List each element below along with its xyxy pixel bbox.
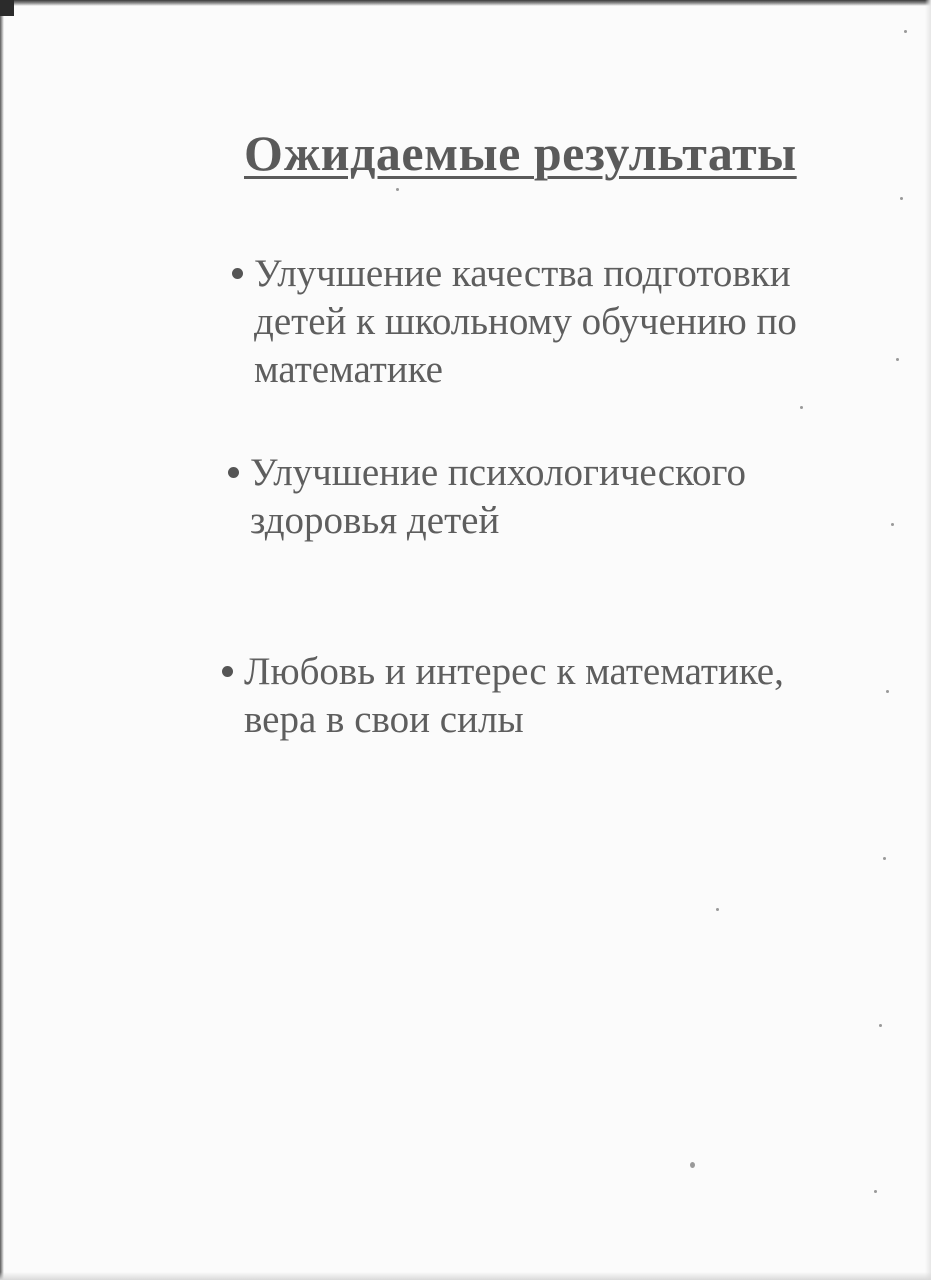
- scan-speck: [690, 1162, 695, 1168]
- list-item: [228, 449, 868, 545]
- scan-speck: [716, 908, 719, 911]
- bullet-icon: [228, 467, 239, 478]
- scan-speck: [904, 30, 907, 33]
- scan-speck: [886, 690, 889, 693]
- scan-speck: [800, 406, 803, 409]
- scan-speck: [396, 188, 399, 191]
- scan-speck: [879, 1024, 882, 1027]
- scan-corner-mark: [0, 0, 14, 16]
- scan-speck: [883, 857, 886, 860]
- list-item-text: Улучшение психологического здоровья детей: [250, 451, 747, 542]
- bullet-icon: [232, 268, 243, 279]
- scan-speck: [900, 197, 903, 200]
- scan-edge-left: [0, 0, 4, 1280]
- list-item: [222, 648, 862, 744]
- scan-edge-top: [0, 0, 931, 6]
- scan-speck: [896, 358, 899, 361]
- page-title: Ожидаемые результаты: [244, 125, 797, 181]
- scan-speck: [891, 523, 894, 526]
- list-item-text: Любовь и интерес к математике, вера в свои силы: [244, 650, 784, 741]
- scan-speck: [874, 1190, 877, 1193]
- scan-edge-right: [925, 0, 931, 1280]
- list-item: [232, 250, 872, 394]
- scan-edge-bottom: [0, 1272, 931, 1280]
- list-item-text: Улучшение качества подготовки детей к школьному обучению по математике: [254, 252, 797, 391]
- bullet-icon: [222, 666, 233, 677]
